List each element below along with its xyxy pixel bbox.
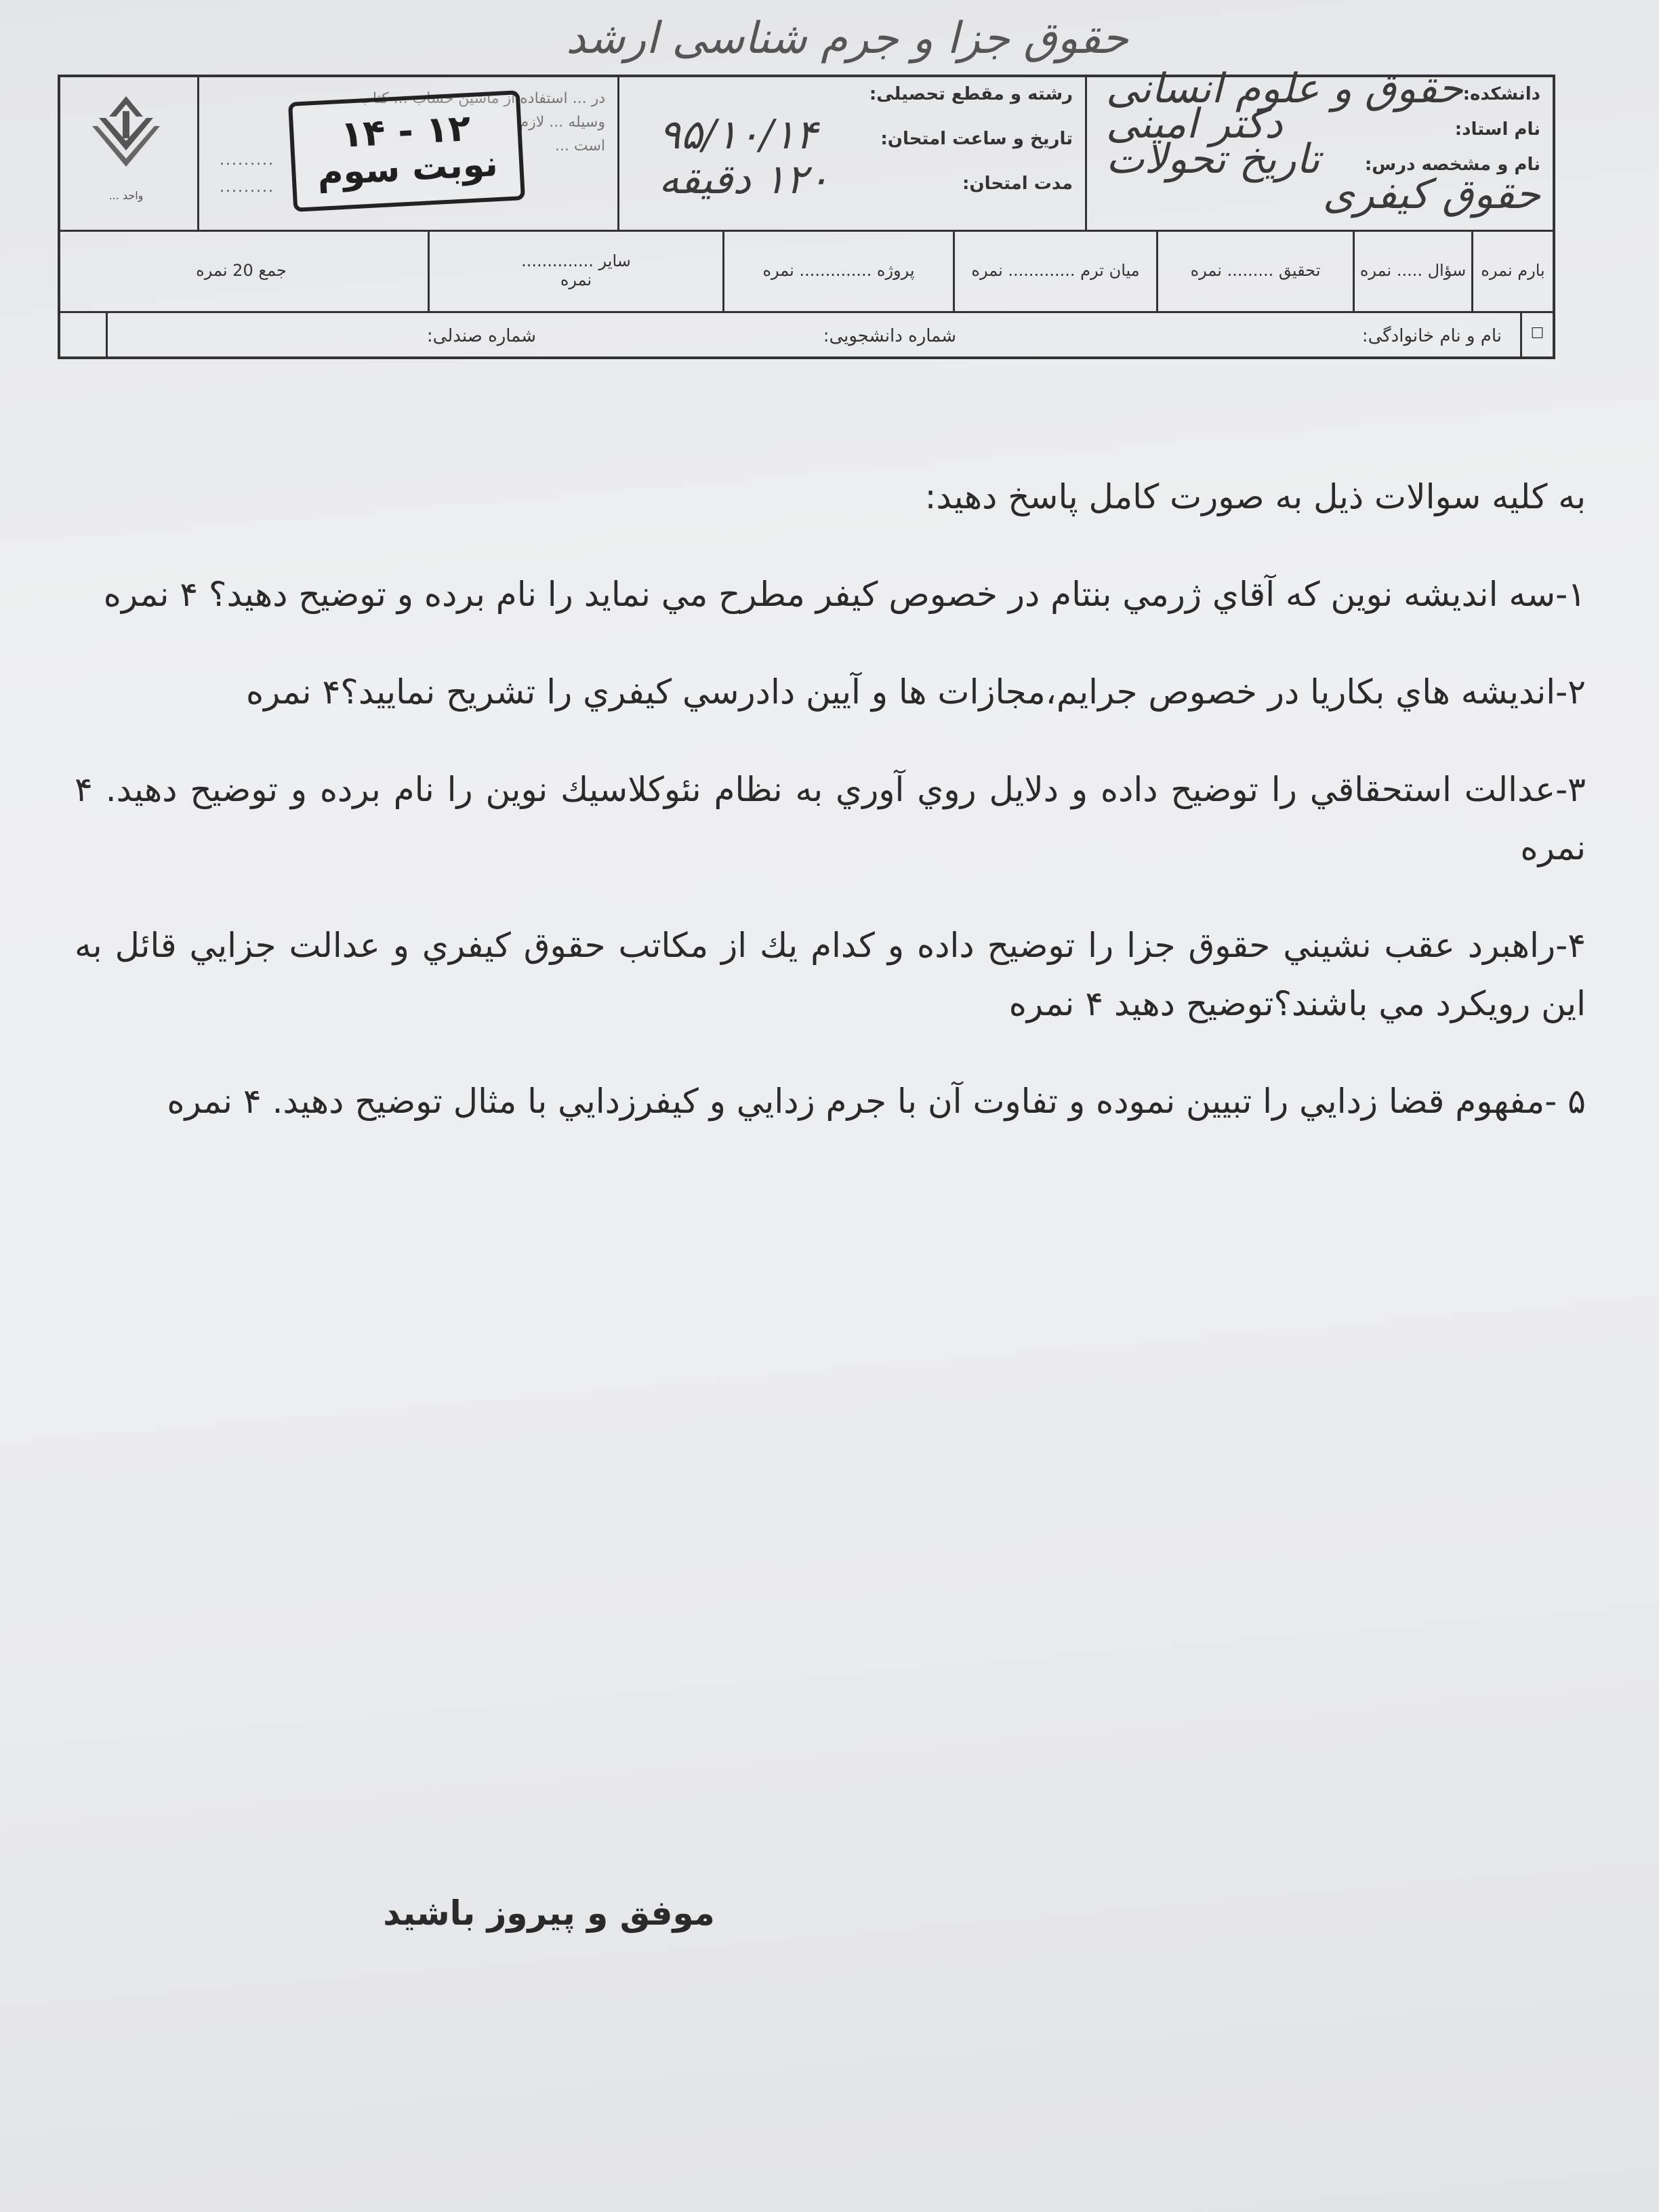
session-stamp <box>288 90 525 212</box>
research-grade-cell: تحقیق ......... نمره <box>1156 230 1353 311</box>
student-id-label: شماره دانشجویی: <box>823 326 956 346</box>
faculty-field: دانشکده: حقوق و علوم انسانی <box>1106 65 1540 112</box>
seat-number-label: شماره صندلی: <box>426 326 536 346</box>
university-logo-icon <box>85 91 167 179</box>
duration-value: ۱۲۰ دقیقه <box>659 156 830 203</box>
question-grade-cell: سؤال ..... نمره <box>1353 230 1471 311</box>
instructor-value: دکتر امینی <box>1106 100 1283 148</box>
total-grade-cell: جمع 20 نمره <box>196 261 287 280</box>
question-3: ۳-عدالت استحقاقي را توضيح داده و دلايل روي آوري به نظام نئوكلاسيك نوين را نام برده و توضيح دهيد. ۴ نمره <box>75 770 1586 867</box>
midterm-grade-cell: میان ترم ............. نمره <box>953 230 1156 311</box>
logo-caption: واحد ... <box>108 189 144 202</box>
exam-questions <box>75 468 1586 1933</box>
student-info-row <box>60 311 1553 356</box>
instructions-text: به کلیه سوالات ذیل به صورت کامل پاسخ دهید: <box>924 477 1586 516</box>
faculty-cell <box>1085 65 1553 230</box>
instructor-field: نام استاد: دکتر امینی <box>1106 100 1540 148</box>
grades-row <box>60 230 1553 313</box>
row-marker-left <box>60 311 108 356</box>
stamp-cell <box>197 77 617 230</box>
university-logo-cell <box>55 77 197 230</box>
question-1: ۱-سه اندیشه نوین که آقاي ژرمي بنتام در خصوص کيفر مطرح مي نمايد را نام برده و توضيح دهيد؟ ۴ نمره <box>103 575 1586 614</box>
handwritten-course-note: حقوق جزا و جرم شناسی ارشد <box>566 14 1128 64</box>
course-value-2: حقوق کیفری <box>1322 171 1540 218</box>
exam-details-cell <box>617 77 1085 230</box>
other-grade-cell: سایر .............. نمره <box>428 230 722 311</box>
question-2: ۲-انديشه هاي بكاريا در خصوص جرايم،مجازات ها و آيين دادرسي كيفري را تشريح نماييد؟۴ نمره <box>245 672 1586 712</box>
course-value: تاریخ تحولات <box>1106 136 1320 183</box>
stamp-number: ۱۲ - ۱۴ <box>340 106 472 157</box>
student-name-label: نام و نام خانوادگی: <box>1361 326 1502 346</box>
exam-date-value: ۹۵/۱۰/۱۴ <box>659 111 817 159</box>
faint-printed-notes: در ... استفاده از ماشین حساب ... کتاب ... وسیله ... لازم است ... <box>340 90 605 155</box>
duration-field: مدت امتحان: ۱۲۰ دقیقه <box>659 156 1073 203</box>
row-marker: ☐ <box>1520 311 1553 356</box>
stamp-shift: نوبت سوم <box>316 144 499 194</box>
faculty-value: حقوق و علوم انسانی <box>1106 65 1463 112</box>
question-5: ۵ -مفهوم قضا زدايي را تبيين نموده و تفاوت آن با جرم زدايي و كيفرزدايي با مثال توضيح دهيد. ۴ نمره <box>167 1082 1586 1121</box>
exam-date-field: تاریخ و ساعت امتحان: ۹۵/۱۰/۱۴ <box>659 111 1073 159</box>
question-4: ۴-راهبرد عقب نشيني حقوق جزا را توضيح داده و كدام يك از مكاتب حقوق كيفري و عدالت جزايي قائل به اين رويكرد مي باشند؟توضيح دهيد ۴ نمره <box>75 926 1586 1023</box>
course-field: نام و مشخصه درس: تاریخ تحولات <box>1106 136 1540 183</box>
dotted-line: ......... <box>220 152 274 169</box>
course-field-continued <box>1099 171 1540 225</box>
closing-message: موفق و پيروز باشيد <box>383 1893 715 1933</box>
dotted-line: ......... <box>220 179 274 196</box>
grade-label-cell: بارم نمره <box>1471 230 1553 311</box>
exam-header-box <box>58 65 1555 359</box>
header-info-row <box>60 65 1553 232</box>
project-grade-cell: پروژه .............. نمره <box>722 230 953 311</box>
field-of-study: رشته و مقطع تحصیلی: <box>869 84 1073 104</box>
